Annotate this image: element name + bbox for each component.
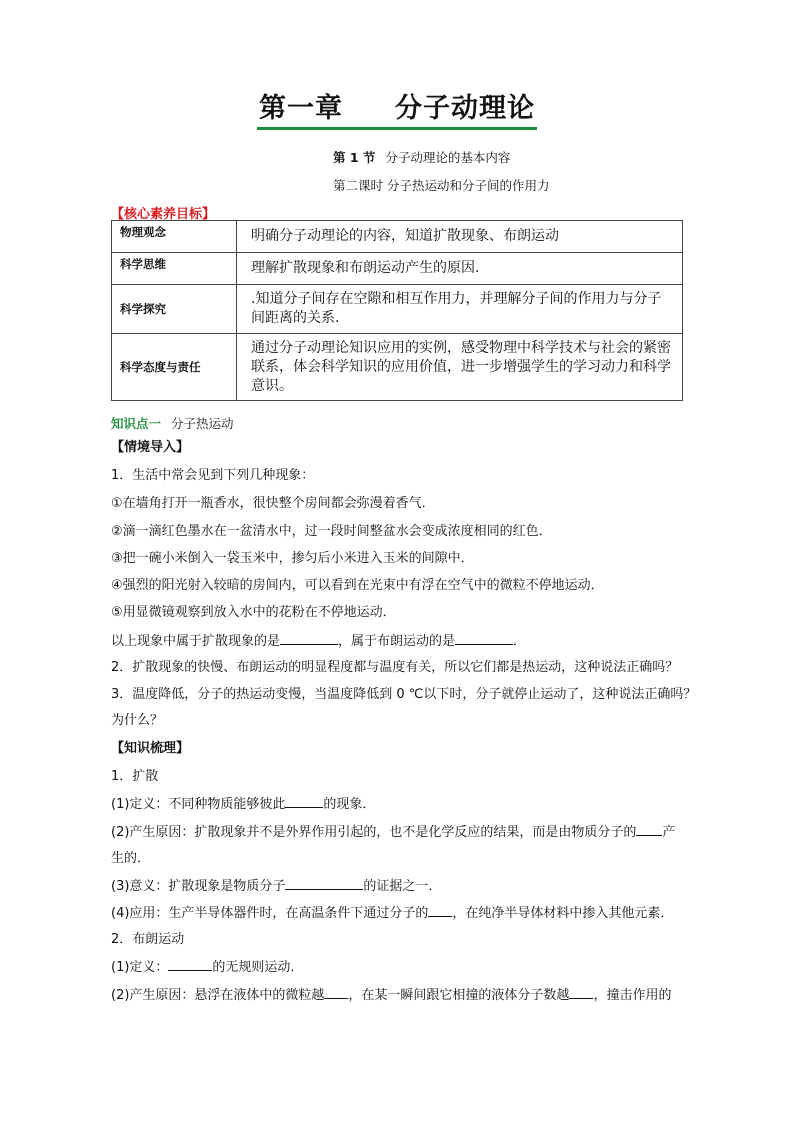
goal-key: 科学思维	[112, 253, 237, 285]
answer-blank[interactable]	[636, 822, 662, 836]
chapter-title	[0, 92, 794, 130]
list-item: ③把一碗小米倒入一袋玉米中，掺匀后小米进入玉米的间隙中．	[111, 551, 474, 566]
goals-heading: 【核心素养目标】	[111, 207, 216, 222]
answer-blank[interactable]	[324, 985, 348, 999]
goal-value: 明确分子动理论的内容，知道扩散现象、布朗运动	[237, 221, 683, 253]
table-row	[112, 253, 683, 285]
question-2: 2．扩散现象的快慢、布朗运动的明显程度都与温度有关，所以它们都是热运动，这种说法正确吗？	[111, 660, 679, 675]
answer-blank[interactable]	[428, 903, 452, 917]
answer-blank[interactable]	[280, 631, 338, 645]
question-1-fill: 以上现象中属于扩散现象的是 ，属于布朗运动的是 ．	[111, 631, 711, 651]
section-name: 分子动理论的基本内容	[385, 150, 511, 165]
goal-key: 物理观念	[112, 221, 237, 253]
summary-section-2: 2．布朗运动	[111, 932, 185, 947]
intro-heading: 【情境导入】	[111, 440, 190, 455]
summary-2-2: (2)产生原因：悬浮在液体中的微粒越 ，在某一瞬间跟它相撞的液体分子数越 ，撞击作用的	[111, 985, 711, 1005]
goal-value: .知道分子间存在空隙和相互作用力，并理解分子间的作用力与分子间距离的关系.	[237, 285, 683, 334]
table-row	[112, 334, 683, 401]
summary-1-3: (3)意义：扩散现象是物质分子 的证据之一．	[111, 876, 711, 896]
answer-blank[interactable]	[569, 985, 593, 999]
summary-1-2-cont: 生的．	[111, 851, 151, 866]
list-item: ②滴一滴红色墨水在一盆清水中，过一段时间整盆水会变成浓度相同的红色．	[111, 524, 552, 539]
goal-value: 理解扩散现象和布朗运动产生的原因.	[237, 253, 683, 285]
answer-blank[interactable]	[285, 876, 363, 890]
summary-heading: 【知识梳理】	[111, 741, 190, 756]
goal-value: 通过分子动理论知识应用的实例，感受物理中科学技术与社会的紧密联系，体会科学知识的应用价值，进一步增强学生的学习动力和科学意识。	[237, 334, 683, 401]
summary-1-4: (4)应用：生产半导体器件时，在高温条件下通过分子的 ，在纯净半导体材料中掺入其他元素．	[111, 903, 711, 923]
answer-blank[interactable]	[285, 794, 323, 808]
lesson-subtitle: 第二课时 分子热运动和分子间的作用力	[333, 178, 550, 193]
goal-key: 科学态度与责任	[112, 334, 237, 401]
summary-2-1: (1)定义： 的无规则运动．	[111, 957, 711, 977]
goals-table	[111, 220, 683, 401]
list-item: ④强烈的阳光射入较暗的房间内，可以看到在光束中有浮在空气中的微粒不停地运动．	[111, 578, 604, 593]
answer-blank[interactable]	[455, 631, 513, 645]
section-subtitle	[333, 148, 510, 166]
goal-key: 科学探究	[112, 285, 237, 334]
summary-section-1: 1．扩散	[111, 769, 159, 784]
knowledge-point-heading	[111, 414, 234, 432]
table-row	[112, 221, 683, 253]
summary-1-1: (1)定义：不同种物质能够彼此 的现象．	[111, 794, 711, 814]
summary-1-2: (2)产生原因：扩散现象并不是外界作用引起的，也不是化学反应的结果，而是由物质分子的 产	[111, 822, 711, 842]
chapter-name: 分子动理论	[395, 93, 535, 124]
question-3-cont: 为什么？	[111, 713, 164, 728]
section-label: 第 1 节	[333, 150, 376, 165]
list-item: ⑤用显微镜观察到放入水中的花粉在不停地运动．	[111, 605, 396, 620]
table-row	[112, 285, 683, 334]
question-3: 3．温度降低，分子的热运动变慢，当温度降低到 0 ℃以下时，分子就停止运动了，这种说法正确吗？	[111, 687, 697, 702]
knowledge-point-name: 分子热运动	[171, 416, 234, 431]
chapter-number: 第一章	[259, 93, 343, 124]
list-item: ①在墙角打开一瓶香水，很快整个房间都会弥漫着香气．	[111, 496, 435, 511]
question-1: 1．生活中常会见到下列几种现象：	[111, 468, 315, 483]
answer-blank[interactable]	[168, 957, 212, 971]
knowledge-point-label: 知识点一	[111, 416, 162, 431]
